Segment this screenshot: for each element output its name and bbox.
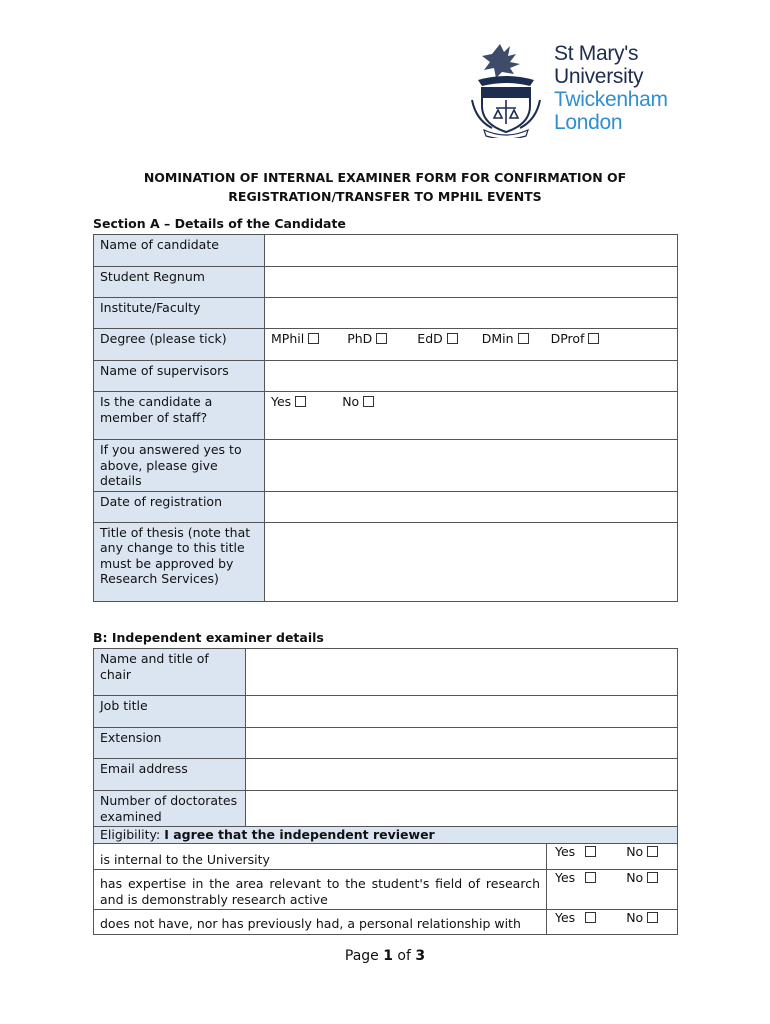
checkbox-icon[interactable]	[585, 912, 596, 923]
section-a-heading: Section A – Details of the Candidate	[93, 216, 346, 231]
degree-option-dprof[interactable]: DProf	[551, 331, 600, 347]
page-number: 1	[383, 948, 393, 964]
university-logo	[470, 40, 680, 140]
form-title-line-2: REGISTRATION/TRANSFER TO MPHIL EVENTS	[228, 189, 542, 204]
table-row	[94, 298, 678, 329]
student-regnum-label: Student Regnum	[94, 267, 265, 298]
checkbox-icon[interactable]	[447, 333, 458, 344]
criterion-expertise-options	[547, 870, 678, 910]
criterion-internal-yes[interactable]: Yes	[555, 844, 596, 859]
candidate-name-field[interactable]	[265, 235, 678, 267]
staff-member-label: Is the candidate a member of staff?	[94, 392, 265, 440]
criterion-relationship-yes[interactable]: Yes	[555, 910, 596, 925]
institute-field[interactable]	[265, 298, 678, 329]
staff-details-label: If you answered yes to above, please give details	[94, 440, 265, 492]
logo-line-4: London	[554, 111, 623, 134]
thesis-title-label: Title of thesis (note that any change to this title must be approved by Research Services)	[94, 522, 265, 601]
table-row	[94, 870, 678, 910]
doctorates-field[interactable]	[246, 791, 678, 827]
page-total: 3	[415, 948, 426, 964]
checkbox-icon[interactable]	[295, 396, 306, 407]
criterion-expertise-yes[interactable]: Yes	[555, 870, 596, 885]
staff-details-field[interactable]	[265, 440, 678, 492]
checkbox-icon[interactable]	[647, 912, 658, 923]
table-row	[94, 392, 678, 440]
checkbox-icon[interactable]	[647, 846, 658, 857]
table-row	[94, 235, 678, 267]
staff-member-options	[265, 392, 678, 440]
checkbox-icon[interactable]	[588, 333, 599, 344]
email-label: Email address	[94, 759, 246, 791]
logo-line-3: Twickenham	[554, 88, 668, 111]
form-title	[92, 168, 678, 206]
criterion-relationship-no[interactable]: No	[626, 910, 658, 925]
examiner-details-table	[93, 648, 678, 935]
degree-option-dmin[interactable]: DMin	[482, 331, 529, 347]
doctorates-label: Number of doctorates examined	[94, 791, 246, 827]
logo-line-1: St Mary's	[554, 42, 639, 65]
table-row	[94, 759, 678, 791]
criterion-internal-options	[547, 843, 678, 870]
chair-name-label: Name and title of chair	[94, 649, 246, 696]
checkbox-icon[interactable]	[376, 333, 387, 344]
degree-option-phd[interactable]: PhD	[347, 331, 387, 347]
institute-label: Institute/Faculty	[94, 298, 265, 329]
checkbox-icon[interactable]	[585, 846, 596, 857]
table-row	[94, 791, 678, 827]
degree-option-edd[interactable]: EdD	[417, 331, 457, 347]
supervisors-label: Name of supervisors	[94, 361, 265, 392]
table-row	[94, 267, 678, 298]
candidate-name-label: Name of candidate	[94, 235, 265, 267]
table-row	[94, 696, 678, 728]
checkbox-icon[interactable]	[518, 333, 529, 344]
extension-label: Extension	[94, 728, 246, 759]
checkbox-icon[interactable]	[585, 872, 596, 883]
registration-date-field[interactable]	[265, 491, 678, 522]
criterion-relationship-options	[547, 910, 678, 935]
section-b-heading: B: Independent examiner details	[93, 630, 324, 645]
extension-field[interactable]	[246, 728, 678, 759]
staff-option-no[interactable]: No	[342, 394, 374, 410]
registration-date-label: Date of registration	[94, 491, 265, 522]
criterion-expertise: has expertise in the area relevant to the student's field of research and is demonstrably research active	[94, 870, 547, 910]
table-row	[94, 827, 678, 844]
table-row	[94, 843, 678, 870]
page-footer: Page 1 of 3	[344, 948, 426, 964]
chair-name-field[interactable]	[246, 649, 678, 696]
email-field[interactable]	[246, 759, 678, 791]
logo-wordmark	[554, 42, 668, 134]
checkbox-icon[interactable]	[363, 396, 374, 407]
supervisors-field[interactable]	[265, 361, 678, 392]
student-regnum-field[interactable]	[265, 267, 678, 298]
table-row	[94, 440, 678, 492]
criterion-internal: is internal to the University	[94, 843, 547, 870]
degree-label: Degree (please tick)	[94, 329, 265, 361]
crest-icon	[470, 40, 542, 138]
criterion-internal-no[interactable]: No	[626, 844, 658, 859]
table-row	[94, 522, 678, 601]
checkbox-icon[interactable]	[647, 872, 658, 883]
degree-options	[265, 329, 678, 361]
logo-line-2: University	[554, 65, 644, 88]
table-row	[94, 728, 678, 759]
table-row	[94, 361, 678, 392]
degree-option-mphil[interactable]: MPhil	[271, 331, 319, 347]
thesis-title-field[interactable]	[265, 522, 678, 601]
table-row	[94, 649, 678, 696]
form-title-line-1: NOMINATION OF INTERNAL EXAMINER FORM FOR CONFIRMATION OF	[143, 170, 627, 185]
table-row	[94, 491, 678, 522]
job-title-field[interactable]	[246, 696, 678, 728]
table-row	[94, 910, 678, 935]
checkbox-icon[interactable]	[308, 333, 319, 344]
criterion-relationship: does not have, nor has previously had, a personal relationship with	[94, 910, 547, 935]
eligibility-heading: Eligibility: I agree that the independent reviewer	[94, 827, 678, 844]
criterion-expertise-no[interactable]: No	[626, 870, 658, 885]
job-title-label: Job title	[94, 696, 246, 728]
candidate-details-table	[93, 234, 678, 602]
table-row	[94, 329, 678, 361]
staff-option-yes[interactable]: Yes	[271, 394, 306, 410]
